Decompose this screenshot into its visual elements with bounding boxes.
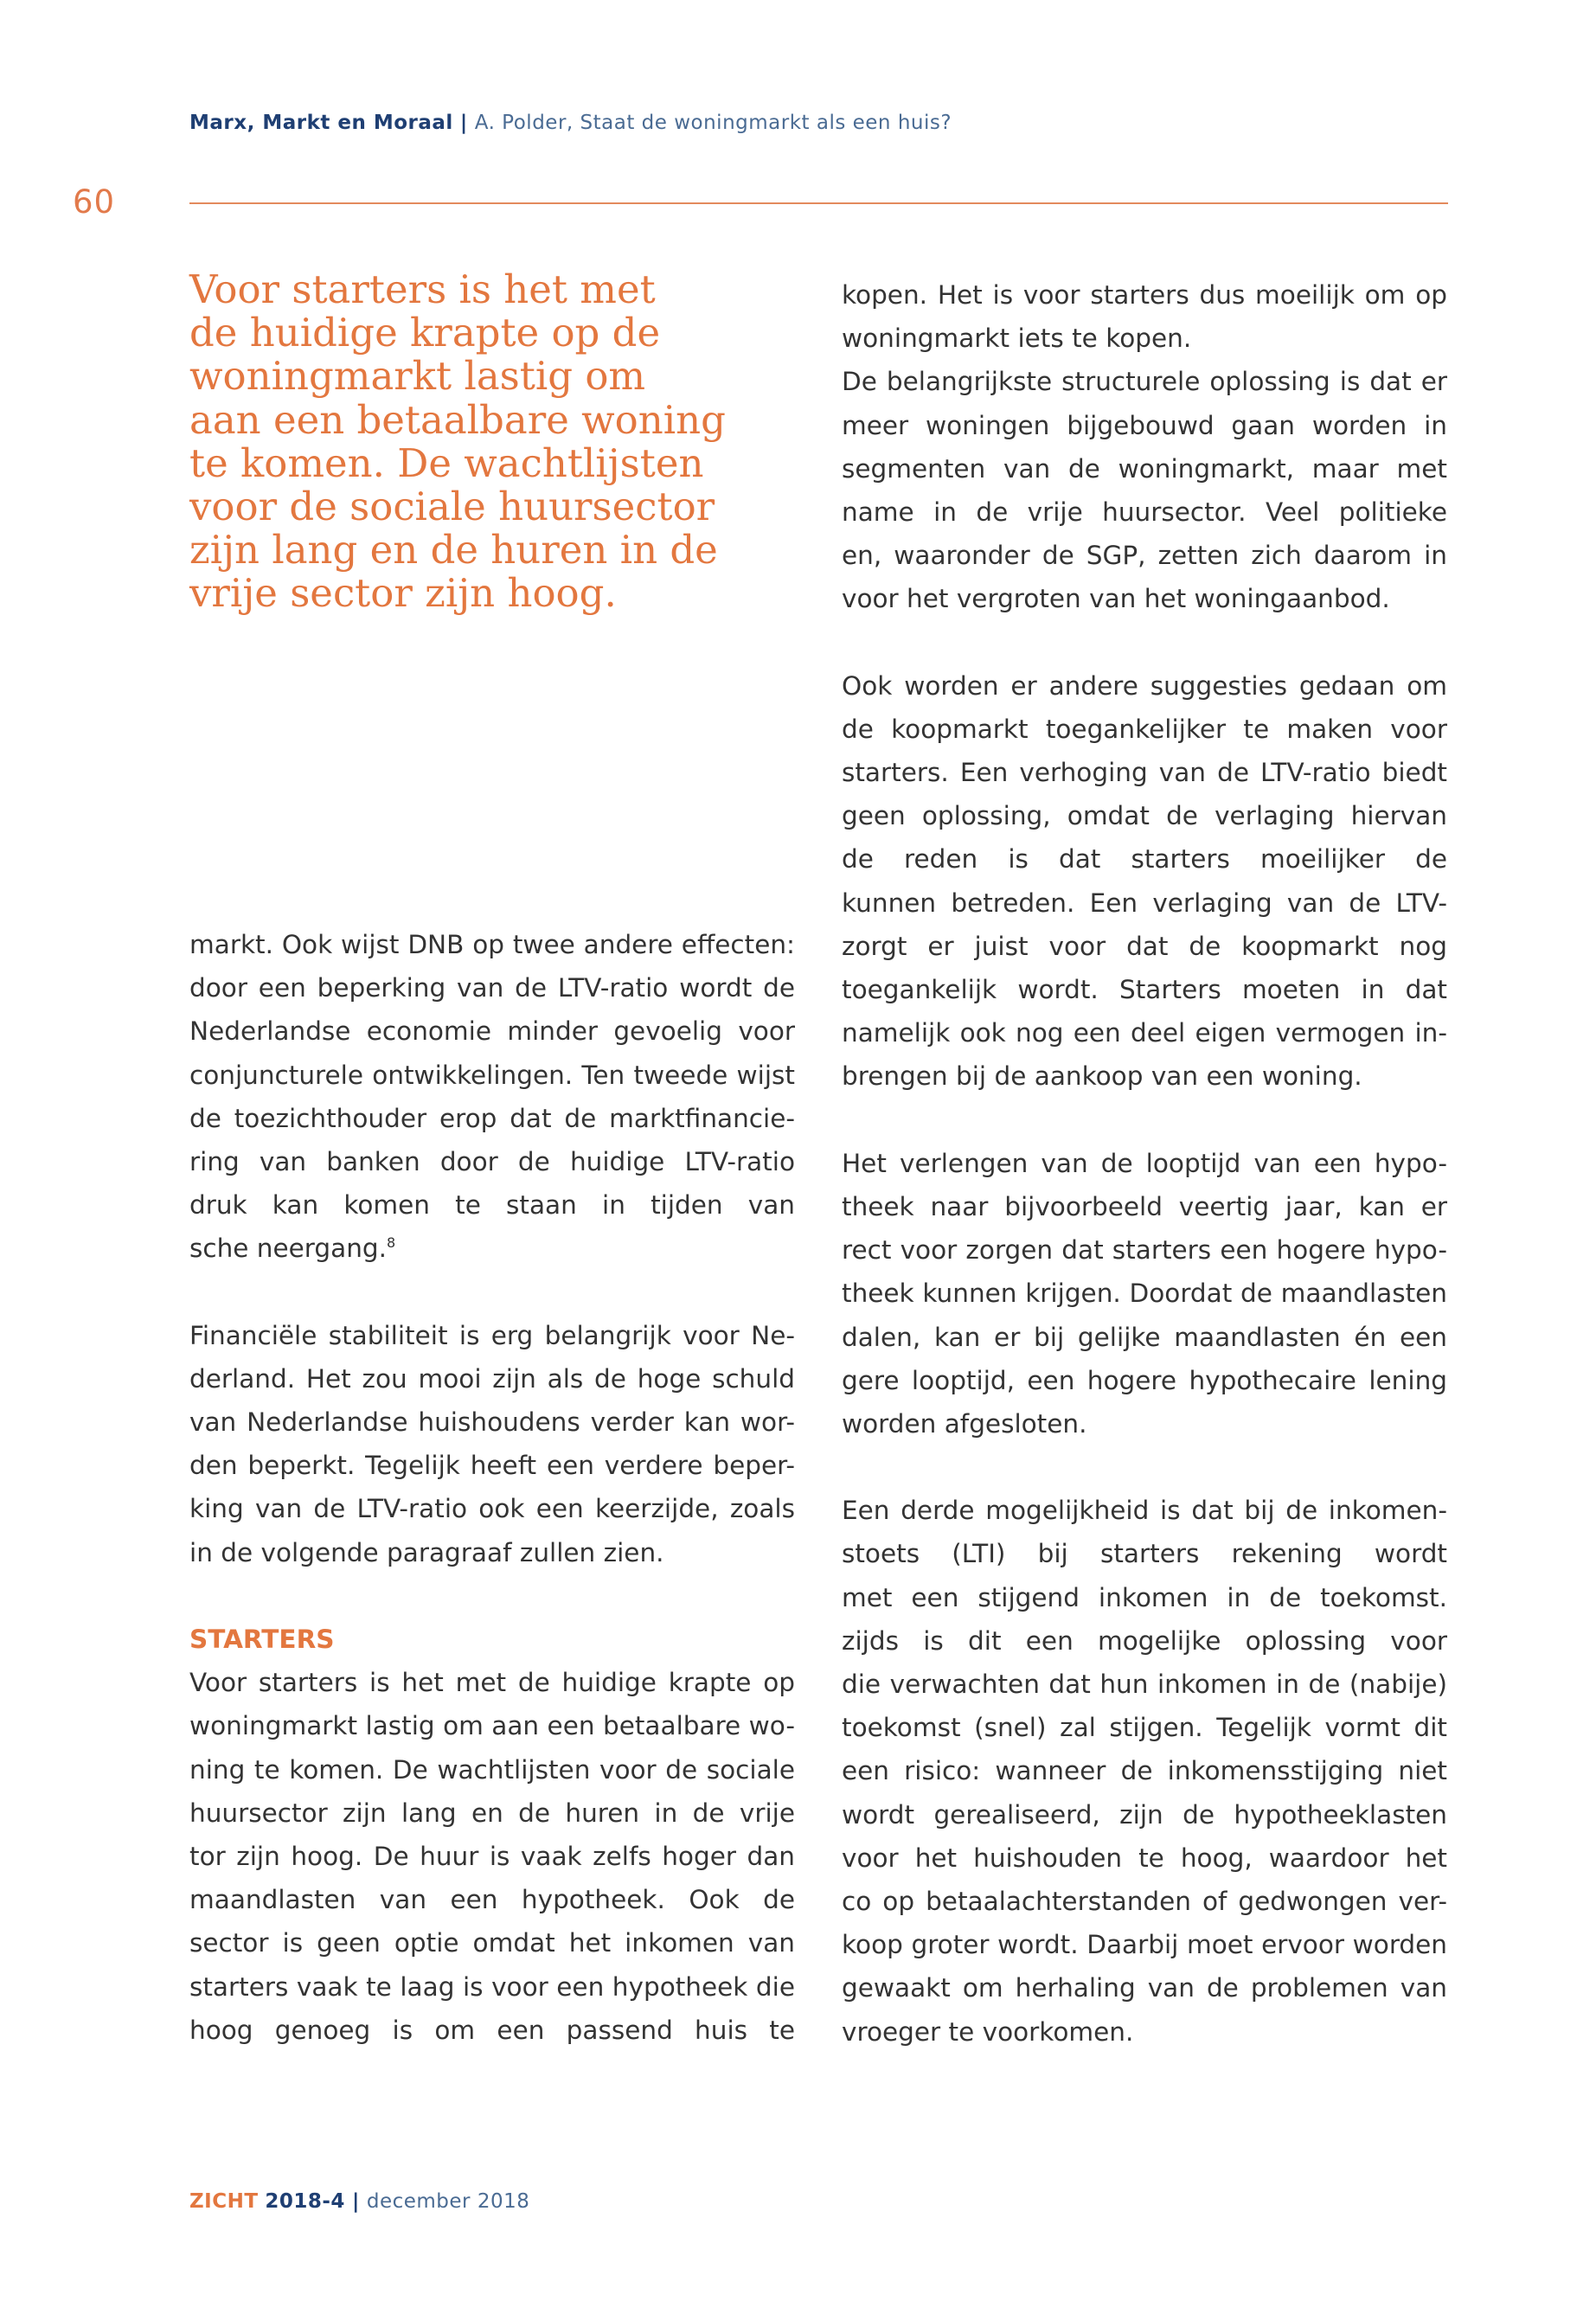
- text-line: huursector zijn lang en de huren in de vrije: [189, 1798, 795, 1828]
- text-line-last: voor het vergroten van het woningaanbod.: [842, 584, 1390, 614]
- text-line: kopen. Het is voor starters dus moeilijk om op: [842, 280, 1447, 310]
- text-line: een risico: wanneer de inkomensstijging niet: [842, 1756, 1447, 1786]
- text-line: Voor starters is het met de huidige krapte op: [189, 1668, 795, 1698]
- text-line-last: worden afgesloten.: [842, 1408, 1087, 1439]
- paragraph-structural-solution: [842, 360, 1447, 620]
- text-line: starters vaak te laag is voor een hypotheek die: [189, 1971, 795, 2002]
- text-line: druk kan komen te staan in tijden van: [189, 1190, 795, 1221]
- header-rule: [189, 202, 1448, 204]
- text-line: gewaakt om herhaling van de problemen van: [842, 1973, 1447, 2003]
- text-line: starters. Een verhoging van de LTV-ratio biedt: [842, 758, 1447, 788]
- pull-quote-line: woningmarkt lastig om: [189, 353, 646, 400]
- text-line: zorgt er juist voor dat de koopmarkt nog: [842, 931, 1447, 961]
- text-line: namelijk ook nog een deel eigen vermogen in-: [842, 1018, 1447, 1048]
- text-line: voor het huishouden te hoog, waardoor het: [842, 1843, 1447, 1873]
- text-line: Ook worden er andere suggesties gedaan om: [842, 670, 1447, 701]
- section-heading: STARTERS: [189, 1625, 335, 1654]
- paragraph-mortgage-term: [842, 1142, 1447, 1445]
- text-line: toegankelijk wordt. Starters moeten in dat: [842, 975, 1447, 1004]
- text-line: Nederlandse economie minder gevoelig voor: [189, 1016, 795, 1047]
- text-line: theek kunnen krijgen. Doordat de maandlasten: [842, 1279, 1447, 1309]
- pull-quote-line: te komen. De wachtlijsten: [189, 439, 704, 486]
- text-line: rect voor zorgen dat starters een hogere hypo-: [842, 1235, 1447, 1266]
- paragraph-income-test: [842, 1489, 1447, 2053]
- text-line: theek naar bijvoorbeeld veertig jaar, kan er: [842, 1191, 1447, 1221]
- text-line: name in de vrije huursector. Veel politieke: [842, 497, 1447, 527]
- text-line: kunnen betreden. Een verlaging van de LTV-: [842, 888, 1447, 918]
- text-line: zijds is dit een mogelijke oplossing voor: [842, 1625, 1447, 1656]
- running-header: [189, 112, 952, 134]
- text-line: ning te komen. De wachtlijsten voor de sociale: [189, 1754, 795, 1785]
- text-line-last: in de volgende paragraaf zullen zien.: [189, 1537, 664, 1567]
- text-line: met een stijgend inkomen in de toekomst.: [842, 1582, 1447, 1612]
- paragraph-financial-stability: [189, 1314, 795, 1574]
- text-line: derland. Het zou mooi zijn als de hoge schuld: [189, 1363, 795, 1394]
- text-line: stoets (LTI) bij starters rekening wordt: [842, 1539, 1447, 1569]
- magazine-title: Marx, Markt en Moraal: [189, 112, 453, 134]
- text-line: de koopmarkt toegankelijker te maken voor: [842, 714, 1447, 744]
- text-line: koop groter wordt. Daarbij moet ervoor worden: [842, 1930, 1447, 1960]
- footer-issue: 2018-4: [265, 2190, 345, 2213]
- text-line: Een derde mogelijkheid is dat bij de inkomen-: [842, 1496, 1447, 1526]
- text-line: markt. Ook wijst DNB op twee andere effecten:: [189, 930, 795, 959]
- text-line: meer woningen bijgebouwd gaan worden in: [842, 410, 1447, 440]
- header-separator: |: [459, 112, 468, 134]
- text-line: geen oplossing, omdat de verlaging hiervan: [842, 801, 1447, 831]
- text-line: de toezichthouder erop dat de marktfinancie-: [189, 1103, 795, 1133]
- paragraph-continued: [842, 273, 1447, 360]
- text-line: hoog genoeg is om een passend huis te: [189, 2015, 795, 2045]
- text-line-last: vroeger te voorkomen.: [842, 2016, 1134, 2047]
- pull-quote-line: zijn lang en de huren in de: [189, 527, 718, 574]
- paragraph-dnb: [189, 923, 795, 1271]
- pull-quote-line: Voor starters is het met: [189, 266, 656, 312]
- text-line: van Nederlandse huishoudens verder kan wor-: [189, 1407, 795, 1438]
- text: sche neergang.: [189, 1234, 388, 1264]
- footnote-ref: 8: [387, 1234, 396, 1252]
- footer-date: december 2018: [366, 2190, 530, 2213]
- text-line: ring van banken door de huidige LTV-ratio: [189, 1146, 795, 1176]
- paragraph-starters: [189, 1661, 795, 2052]
- text-line: king van de LTV-ratio ook een keerzijde, zoals: [189, 1494, 795, 1524]
- text-line: toekomst (snel) zal stijgen. Tegelijk vormt dit: [842, 1713, 1447, 1743]
- text-line-last: [189, 1227, 795, 1270]
- text-line: segmenten van de woningmarkt, maar met: [842, 453, 1447, 484]
- text-line: conjuncturele ontwikkelingen. Ten tweede wijst: [189, 1060, 795, 1090]
- footer-journal: ZICHT: [189, 2190, 259, 2213]
- right-column: [842, 273, 1447, 2054]
- text-line: Financiële stabiliteit is erg belangrijk voor Ne-: [189, 1320, 795, 1350]
- text-line: maandlasten van een hypotheek. Ook de: [189, 1885, 795, 1915]
- pull-quote-line: de huidige krapte op de: [189, 310, 661, 356]
- text-line: Het verlengen van de looptijd van een hypo-: [842, 1148, 1447, 1178]
- left-column: [189, 923, 795, 2052]
- text-line: woningmarkt lastig om aan een betaalbare wo-: [189, 1711, 795, 1741]
- text-line: en, waaronder de SGP, zetten zich daarom in: [842, 541, 1447, 571]
- running-footer: [189, 2190, 529, 2213]
- pull-quote-line: voor de sociale huursector: [189, 483, 715, 529]
- paragraph-ltv-suggestions: [842, 664, 1447, 1099]
- text-line: De belangrijkste structurele oplossing is dat er: [842, 367, 1447, 397]
- text-line-last: woningmarkt iets te kopen.: [842, 324, 1192, 354]
- pull-quote: [189, 265, 812, 617]
- text-line: den beperkt. Tegelijk heeft een verdere beper-: [189, 1451, 795, 1481]
- text-line: tor zijn hoog. De huur is vaak zelfs hoger dan: [189, 1841, 795, 1871]
- footer-separator: |: [351, 2190, 360, 2213]
- text-line: dalen, kan er bij gelijke maandlasten én een: [842, 1322, 1447, 1352]
- text-line: gere looptijd, een hogere hypothecaire lening: [842, 1365, 1447, 1395]
- pull-quote-line: aan een betaalbare woning: [189, 396, 726, 443]
- text-line: de reden is dat starters moeilijker de: [842, 844, 1447, 875]
- text-line: co op betaalachterstanden of gedwongen ver-: [842, 1886, 1447, 1916]
- article-title: A. Polder, Staat de woningmarkt als een huis?: [474, 112, 952, 134]
- text-line: sector is geen optie omdat het inkomen van: [189, 1928, 795, 1958]
- text-line: door een beperking van de LTV-ratio wordt de: [189, 973, 795, 1003]
- pull-quote-line: vrije sector zijn hoog.: [189, 570, 617, 617]
- text-line: die verwachten dat hun inkomen in de (nabije): [842, 1670, 1447, 1699]
- text-line-last: brengen bij de aankoop van een woning.: [842, 1061, 1362, 1092]
- text-line: wordt gerealiseerd, zijn de hypotheeklasten: [842, 1799, 1447, 1830]
- page-number: 60: [73, 183, 116, 221]
